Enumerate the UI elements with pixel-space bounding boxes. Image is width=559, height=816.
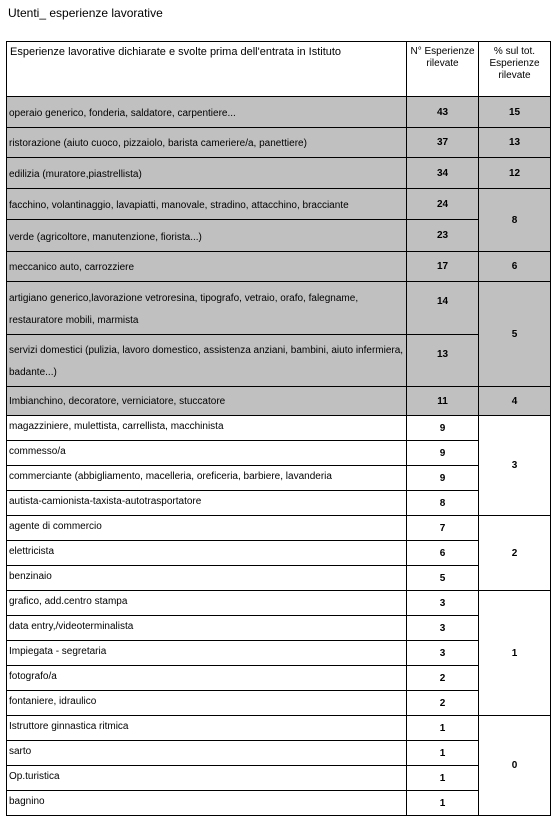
cell-count: 3 — [407, 591, 479, 616]
cell-percent: 2 — [479, 516, 551, 591]
cell-count: 9 — [407, 466, 479, 491]
cell-category: Op.turistica — [7, 766, 407, 791]
cell-category: Impiegata - segretaria — [7, 641, 407, 666]
cell-count: 2 — [407, 666, 479, 691]
cell-percent: 8 — [479, 189, 551, 252]
cell-category: sarto — [7, 741, 407, 766]
cell-percent: 15 — [479, 97, 551, 128]
cell-category: artigiano generico,lavorazione vetroresina, tipografo, vetraio, orafo, falegname, restauratore mobili, marmista — [7, 282, 407, 335]
cell-category: fontaniere, idraulico — [7, 691, 407, 716]
cell-category: fotografo/a — [7, 666, 407, 691]
table-row — [7, 97, 551, 128]
cell-category: operaio generico, fonderia, saldatore, carpentiere... — [7, 97, 407, 128]
cell-count: 11 — [407, 387, 479, 416]
cell-category: elettricista — [7, 541, 407, 566]
cell-percent: 1 — [479, 591, 551, 716]
header-category: Esperienze lavorative dichiarate e svolte prima dell'entrata in Istituto — [7, 42, 407, 97]
cell-count: 14 — [407, 282, 479, 335]
table-row — [7, 220, 551, 252]
cell-count: 24 — [407, 189, 479, 220]
cell-count: 43 — [407, 97, 479, 128]
cell-count: 23 — [407, 220, 479, 252]
cell-count: 1 — [407, 791, 479, 816]
cell-percent: 6 — [479, 252, 551, 282]
table-row — [7, 441, 551, 466]
cell-count: 17 — [407, 252, 479, 282]
cell-count: 13 — [407, 335, 479, 387]
cell-category: servizi domestici (pulizia, lavoro domestico, assistenza anziani, bambini, aiuto infermiera, badante...) — [7, 335, 407, 387]
header-count: N° Esperienze rilevate — [407, 42, 479, 97]
table-row — [7, 541, 551, 566]
table-row — [7, 466, 551, 491]
cell-count: 1 — [407, 741, 479, 766]
cell-count: 8 — [407, 491, 479, 516]
table-row — [7, 158, 551, 189]
header-percent: % sul tot. Esperienze rilevate — [479, 42, 551, 97]
table-row — [7, 691, 551, 716]
cell-percent: 4 — [479, 387, 551, 416]
cell-category: commerciante (abbigliamento, macelleria, oreficeria, barbiere, lavanderia — [7, 466, 407, 491]
cell-category: data entry,/videoterminalista — [7, 616, 407, 641]
cell-category: edilizia (muratore,piastrellista) — [7, 158, 407, 189]
cell-count: 7 — [407, 516, 479, 541]
cell-category: ristorazione (aiuto cuoco, pizzaiolo, barista cameriere/a, panettiere) — [7, 128, 407, 158]
table-row — [7, 766, 551, 791]
cell-count: 5 — [407, 566, 479, 591]
table-row — [7, 641, 551, 666]
cell-count: 9 — [407, 441, 479, 466]
cell-category: benzinaio — [7, 566, 407, 591]
table-row — [7, 591, 551, 616]
table-row — [7, 128, 551, 158]
table-row — [7, 491, 551, 516]
cell-category: magazziniere, mulettista, carrellista, macchinista — [7, 416, 407, 441]
cell-category: Istruttore ginnastica ritmica — [7, 716, 407, 741]
cell-category: facchino, volantinaggio, lavapiatti, manovale, stradino, attacchino, bracciante — [7, 189, 407, 220]
table-row — [7, 566, 551, 591]
table-row — [7, 387, 551, 416]
cell-count: 3 — [407, 616, 479, 641]
table-row — [7, 616, 551, 641]
cell-percent: 0 — [479, 716, 551, 816]
table-row — [7, 716, 551, 741]
table-row — [7, 252, 551, 282]
cell-count: 9 — [407, 416, 479, 441]
cell-count: 2 — [407, 691, 479, 716]
cell-count: 3 — [407, 641, 479, 666]
table-header-row — [7, 42, 551, 97]
cell-percent: 3 — [479, 416, 551, 516]
cell-count: 34 — [407, 158, 479, 189]
table-row — [7, 416, 551, 441]
cell-percent: 12 — [479, 158, 551, 189]
cell-category: autista-camionista-taxista-autotrasportatore — [7, 491, 407, 516]
table-row — [7, 791, 551, 816]
table-row — [7, 282, 551, 335]
experience-table — [6, 41, 551, 816]
cell-category: agente di commercio — [7, 516, 407, 541]
cell-category: bagnino — [7, 791, 407, 816]
table-row — [7, 335, 551, 387]
cell-count: 1 — [407, 716, 479, 741]
cell-count: 1 — [407, 766, 479, 791]
table-row — [7, 741, 551, 766]
cell-category: commesso/a — [7, 441, 407, 466]
table-row — [7, 516, 551, 541]
cell-percent: 13 — [479, 128, 551, 158]
cell-count: 6 — [407, 541, 479, 566]
cell-category: grafico, add.centro stampa — [7, 591, 407, 616]
cell-count: 37 — [407, 128, 479, 158]
cell-category: meccanico auto, carrozziere — [7, 252, 407, 282]
cell-percent: 5 — [479, 282, 551, 387]
table-row — [7, 189, 551, 220]
cell-category: verde (agricoltore, manutenzione, fiorista...) — [7, 220, 407, 252]
cell-category: Imbianchino, decoratore, verniciatore, stuccatore — [7, 387, 407, 416]
page-title: Utenti_ esperienze lavorative — [8, 6, 163, 20]
table-row — [7, 666, 551, 691]
